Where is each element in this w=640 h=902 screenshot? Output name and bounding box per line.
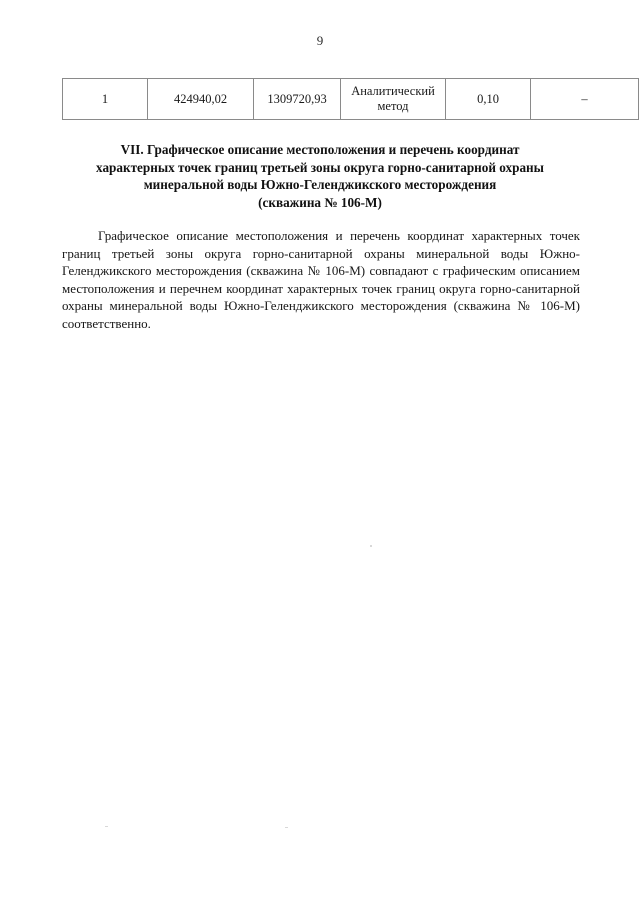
cell-error-value: 0,10	[446, 79, 531, 120]
cell-point-number: 1	[63, 79, 148, 120]
scan-artifact	[285, 827, 288, 828]
coordinates-table-container	[62, 78, 608, 120]
cell-method: Аналитический метод	[341, 79, 446, 120]
body-paragraph: Графическое описание местоположения и перечень координат характерных точек границ третьей зоны округа горно-санитарной охраны минеральной воды Южно-Геленджикского месторождения (скважина № 106-М) совпадают с графическим описанием местоположения и перечнем координат характерных точек границ округа горно-санитарной охраны минеральной воды Южно-Геленджикского месторождения (скважина № 106-М) соответственно.	[62, 228, 580, 331]
page-number: 9	[316, 33, 324, 48]
coordinates-table	[62, 78, 639, 120]
cell-note: –	[531, 79, 639, 120]
heading-line-1: VII. Графическое описание местоположения и перечень координат	[120, 142, 520, 157]
cell-coordinate-y: 1309720,93	[254, 79, 341, 120]
table-row	[63, 79, 639, 120]
heading-line-2: характерных точек границ третьей зоны округа горно-санитарной охраны	[96, 159, 544, 175]
scan-artifact	[370, 545, 372, 547]
scan-artifact	[105, 826, 108, 827]
cell-coordinate-x: 424940,02	[148, 79, 254, 120]
heading-line-4: (скважина № 106-М)	[258, 194, 382, 210]
heading-line-3: минеральной воды Южно-Геленджикского месторождения	[143, 177, 497, 192]
section-heading	[62, 141, 578, 211]
